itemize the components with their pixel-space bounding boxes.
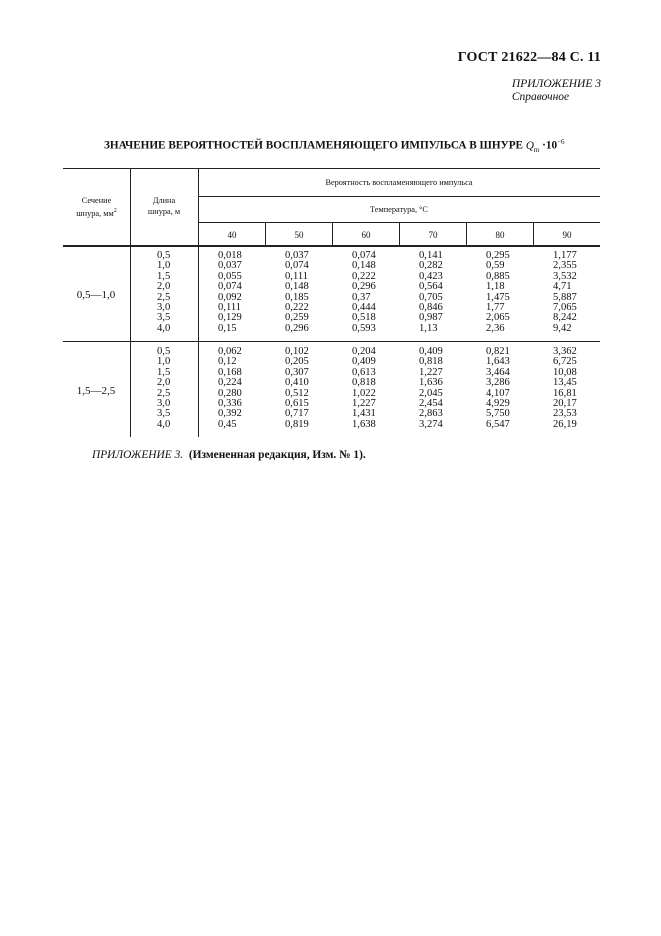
value-cell: 2,36 xyxy=(486,322,505,334)
value-cell: 0,074 xyxy=(285,260,309,272)
temp-label: 90 xyxy=(562,230,572,240)
temp-label: 60 xyxy=(361,230,371,240)
value-cell: 3,464 xyxy=(486,366,510,378)
value-cell: 0,204 xyxy=(352,346,376,357)
value-cell: 2,065 xyxy=(486,312,510,324)
value-cell: 0,423 xyxy=(419,270,443,282)
value-cell: 0,307 xyxy=(285,366,309,378)
value-cell: 0,705 xyxy=(419,291,443,303)
title-multiplier: ·10 xyxy=(542,139,558,152)
value-cell: 0,282 xyxy=(419,260,443,272)
value-cell: 0,055 xyxy=(218,270,242,282)
value-cell: 3,362 xyxy=(553,346,577,357)
length-cell: 3,5 xyxy=(157,312,171,324)
value-cell: 1,022 xyxy=(352,387,376,399)
value-cell: 8,242 xyxy=(553,312,577,324)
value-cell: 0,518 xyxy=(352,312,376,324)
temp-label: 40 xyxy=(227,230,237,240)
value-cell: 0,59 xyxy=(486,260,505,272)
value-cell: 0,037 xyxy=(218,260,242,272)
value-cell: 0,296 xyxy=(352,281,376,293)
value-cell: 0,037 xyxy=(285,250,309,261)
value-column xyxy=(486,251,510,334)
value-cell: 2,045 xyxy=(419,387,443,399)
value-cell: 0,819 xyxy=(285,418,309,430)
appendix-type: Справочное xyxy=(511,91,570,103)
value-cell: 0,846 xyxy=(419,301,443,313)
value-cell: 10,08 xyxy=(553,366,577,378)
length-cell: 3,0 xyxy=(157,301,171,313)
title-exponent: −6 xyxy=(557,138,565,146)
length-cell: 2,0 xyxy=(157,377,171,389)
value-cell: 2,454 xyxy=(419,397,443,409)
value-column xyxy=(419,347,443,430)
value-cell: 0,336 xyxy=(218,397,242,409)
value-cell: 0,296 xyxy=(285,322,309,334)
value-cell: 0,512 xyxy=(285,387,309,399)
value-cell: 0,615 xyxy=(285,397,309,409)
value-cell: 0,074 xyxy=(352,250,376,261)
rule-group-divider xyxy=(63,341,600,342)
value-cell: 0,205 xyxy=(285,356,309,368)
rule-group-header xyxy=(198,196,600,197)
value-cell: 26,19 xyxy=(553,418,577,430)
value-cell: 23,53 xyxy=(553,408,577,420)
length-cell: 1,0 xyxy=(157,260,171,272)
value-cell: 6,547 xyxy=(486,418,510,430)
title-symbol: $Q_m$ xyxy=(525,139,540,154)
value-cell: 0,392 xyxy=(218,408,242,420)
value-cell: 0,259 xyxy=(285,312,309,324)
value-cell: 0,092 xyxy=(218,291,242,303)
value-cell: 0,222 xyxy=(285,301,309,313)
value-cell: 0,12 xyxy=(218,356,237,368)
appendix-number: ПРИЛОЖЕНИЕ 3 xyxy=(511,78,601,90)
value-cell: 0,129 xyxy=(218,312,242,324)
value-cell: 1,18 xyxy=(486,281,505,293)
value-cell: 1,638 xyxy=(352,418,376,430)
value-cell: 3,286 xyxy=(486,377,510,389)
header-length: Длина шнура, м xyxy=(147,196,181,216)
length-cell: 2,5 xyxy=(157,291,171,303)
value-cell: 1,227 xyxy=(352,397,376,409)
value-cell: 9,42 xyxy=(553,322,572,334)
value-column xyxy=(486,347,510,430)
value-cell: 0,185 xyxy=(285,291,309,303)
section-value: 1,5—2,5 xyxy=(76,385,116,397)
value-column xyxy=(419,251,443,334)
value-cell: 0,613 xyxy=(352,366,376,378)
value-column xyxy=(285,347,309,430)
document-id: ГОСТ 21622—84 С. 11 xyxy=(457,50,601,65)
value-cell: 1,431 xyxy=(352,408,376,420)
length-cell: 3,5 xyxy=(157,408,171,420)
value-cell: 0,717 xyxy=(285,408,309,420)
value-cell: 0,141 xyxy=(419,250,443,261)
length-cell: 3,0 xyxy=(157,397,171,409)
value-cell: 0,444 xyxy=(352,301,376,313)
value-cell: 5,750 xyxy=(486,408,510,420)
value-cell: 0,280 xyxy=(218,387,242,399)
amendment-note xyxy=(92,449,366,461)
temp-label: 50 xyxy=(294,230,304,240)
value-cell: 0,102 xyxy=(285,346,309,357)
value-cell: 0,409 xyxy=(352,356,376,368)
value-cell: 7,065 xyxy=(553,301,577,313)
value-cell: 0,15 xyxy=(218,322,237,334)
length-cell: 4,0 xyxy=(157,322,171,334)
value-cell: 1,636 xyxy=(419,377,443,389)
value-cell: 0,987 xyxy=(419,312,443,324)
value-cell: 0,222 xyxy=(352,270,376,282)
value-cell: 1,227 xyxy=(419,366,443,378)
value-cell: 0,018 xyxy=(218,250,242,261)
table-title xyxy=(104,138,574,154)
value-cell: 0,224 xyxy=(218,377,242,389)
value-cell: 0,168 xyxy=(218,366,242,378)
value-cell: 4,71 xyxy=(553,281,572,293)
length-cell: 1,5 xyxy=(157,270,171,282)
value-cell: 3,532 xyxy=(553,270,577,282)
note-text: (Измененная редакция, Изм. № 1). xyxy=(188,449,366,461)
section-value: 0,5—1,0 xyxy=(76,289,116,301)
length-column xyxy=(157,251,170,334)
length-cell: 1,5 xyxy=(157,366,171,378)
value-cell: 0,564 xyxy=(419,281,443,293)
value-cell: 0,818 xyxy=(352,377,376,389)
value-cell: 0,074 xyxy=(218,281,242,293)
value-column xyxy=(553,251,577,334)
value-column xyxy=(218,251,242,334)
value-cell: 0,111 xyxy=(218,301,242,313)
rule-top xyxy=(63,168,600,169)
value-cell: 0,148 xyxy=(285,281,309,293)
value-cell: 20,17 xyxy=(553,397,577,409)
length-cell: 2,0 xyxy=(157,281,171,293)
value-cell: 0,37 xyxy=(352,291,371,303)
value-column xyxy=(352,347,376,430)
note-label: ПРИЛОЖЕНИЕ 3. xyxy=(92,449,184,461)
value-cell: 4,107 xyxy=(486,387,510,399)
value-cell: 0,885 xyxy=(486,270,510,282)
value-cell: 16,81 xyxy=(553,387,577,399)
length-cell: 2,5 xyxy=(157,387,171,399)
value-column xyxy=(218,347,242,430)
value-cell: 0,409 xyxy=(419,346,443,357)
value-cell: 6,725 xyxy=(553,356,577,368)
value-column xyxy=(352,251,376,334)
temp-label: 70 xyxy=(428,230,438,240)
value-cell: 2,863 xyxy=(419,408,443,420)
value-cell: 5,887 xyxy=(553,291,577,303)
value-cell: 1,643 xyxy=(486,356,510,368)
value-cell: 1,475 xyxy=(486,291,510,303)
header-temperature: Температура, °С xyxy=(370,205,428,214)
length-cell: 0,5 xyxy=(157,346,171,357)
value-cell: 3,274 xyxy=(419,418,443,430)
value-cell: 0,148 xyxy=(352,260,376,272)
header-probability: Вероятность воспламеняющего импульса xyxy=(325,178,473,187)
value-column xyxy=(553,347,577,430)
value-cell: 1,177 xyxy=(553,250,577,261)
header-section: Сечение шнура, $мм^2$ xyxy=(76,196,117,218)
length-column xyxy=(157,347,170,430)
value-cell: 0,111 xyxy=(285,270,309,282)
value-cell: 13,45 xyxy=(553,377,577,389)
value-cell: 0,593 xyxy=(352,322,376,334)
value-cell: 1,77 xyxy=(486,301,505,313)
value-cell: 0,818 xyxy=(419,356,443,368)
value-cell: 2,355 xyxy=(553,260,577,272)
title-text: ЗНАЧЕНИЕ ВЕРОЯТНОСТЕЙ ВОСПЛАМЕНЯЮЩЕГО ИМПУЛЬСА В ШНУРЕ xyxy=(104,139,524,152)
appendix-label xyxy=(512,78,601,104)
value-cell: 1,13 xyxy=(419,322,438,334)
value-cell: 0,410 xyxy=(285,377,309,389)
value-cell: 0,295 xyxy=(486,250,510,261)
length-cell: 1,0 xyxy=(157,356,171,368)
value-cell: 0,45 xyxy=(218,418,237,430)
value-cell: 4,929 xyxy=(486,397,510,409)
value-cell: 0,062 xyxy=(218,346,242,357)
temp-label: 80 xyxy=(495,230,505,240)
value-column xyxy=(285,251,309,334)
length-cell: 0,5 xyxy=(157,250,171,261)
length-cell: 4,0 xyxy=(157,418,171,430)
value-cell: 0,821 xyxy=(486,346,510,357)
